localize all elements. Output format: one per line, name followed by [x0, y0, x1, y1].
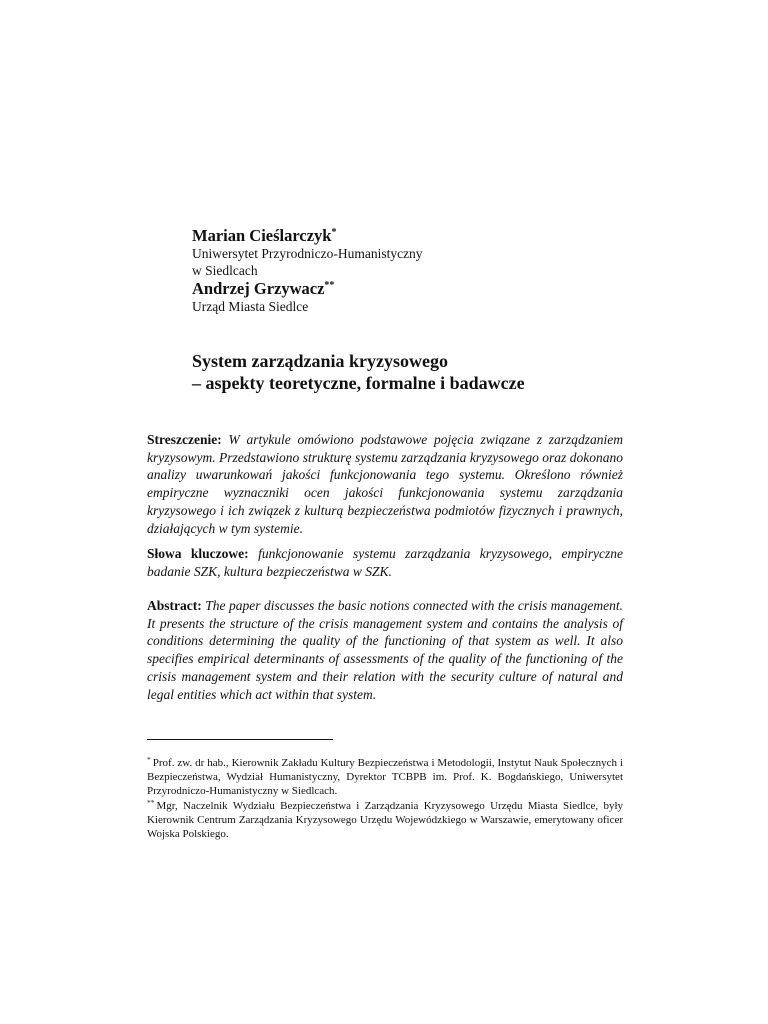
polish-abstract [147, 431, 623, 537]
author-affiliation: Uniwersytet Przyrodniczo-Humanistyczny [192, 246, 423, 261]
author-affiliation: Urząd Miasta Siedlce [192, 299, 309, 314]
author-name: Marian Cieślarczyk* [192, 226, 337, 245]
author-block [192, 226, 632, 316]
footnote-separator [147, 739, 333, 740]
polish-abstract-text: W artykule omówiono podstawowe pojęcia związane z zarządzaniem kryzysowym. Przedstawiono strukturę systemu zarządzania kryzysowego oraz dokonano analizy uwarunkowań jakości funkcjonowania tego systemu. Określono również empiryczne wyznaczniki ocen jakości funkcjonowania systemu zarządzania kryzysowego i ich związek z kulturą bezpieczeństwa podmiotów fizycznych i prawnych, działających w tym systemie. [147, 432, 623, 536]
author-affiliation: w Siedlcach [192, 262, 258, 278]
keywords [147, 545, 623, 580]
keywords-label: Słowa kluczowe: [147, 546, 249, 561]
english-abstract [147, 597, 623, 703]
footnote-text: Prof. zw. dr hab., Kierownik Zakładu Kultury Bezpieczeństwa i Metodologii, Instytut Nauk Społecznych i Bezpieczeństwa, Wydział Humanistyczny, Dyrektor TCBPB im. Prof. K. Bogdańskiego, Uniwersytet Przyrodniczo-Humanistyczny w Siedlcach. [147, 757, 623, 798]
english-abstract-label: Abstract: [147, 598, 202, 613]
keywords-text: funkcjonowanie systemu zarządzania kryzysowego, empiryczne badanie SZK, kultura bezpieczeństwa w SZK. [147, 546, 623, 579]
footnote-marker: * [331, 227, 337, 238]
footnote [147, 799, 623, 842]
footnotes [147, 756, 623, 841]
footnote-marker: ** [147, 797, 155, 807]
footnote-text: Mgr, Naczelnik Wydziału Bezpieczeństwa i Zarządzania Kryzysowego Urzędu Miasta Siedlce, były Kierownik Centrum Zarządzania Kryzysowego Urzędu Wojewódzkiego w Warszawie, emerytowany oficer Wojska Polskiego. [147, 799, 623, 841]
polish-abstract-label: Streszczenie: [147, 432, 222, 447]
paper-title [192, 350, 632, 394]
footnote [147, 756, 623, 799]
paper-title-line: – aspekty teoretyczne, formalne i badawcze [192, 373, 525, 393]
footnote-marker: ** [324, 280, 335, 291]
paper-title-line: System zarządzania kryzysowego [192, 351, 448, 371]
author-name: Andrzej Grzywacz** [192, 279, 335, 298]
footnote-marker: * [147, 755, 151, 764]
english-abstract-text: The paper discusses the basic notions connected with the crisis management. It presents the structure of the crisis management system and contains the analysis of conditions determining the quality of the functioning of that system as well. It also specifies empirical determinants of assessments of the quality of the functioning of the crisis management system and their relation with the security culture of natural and legal entities which act within that system. [147, 598, 623, 702]
